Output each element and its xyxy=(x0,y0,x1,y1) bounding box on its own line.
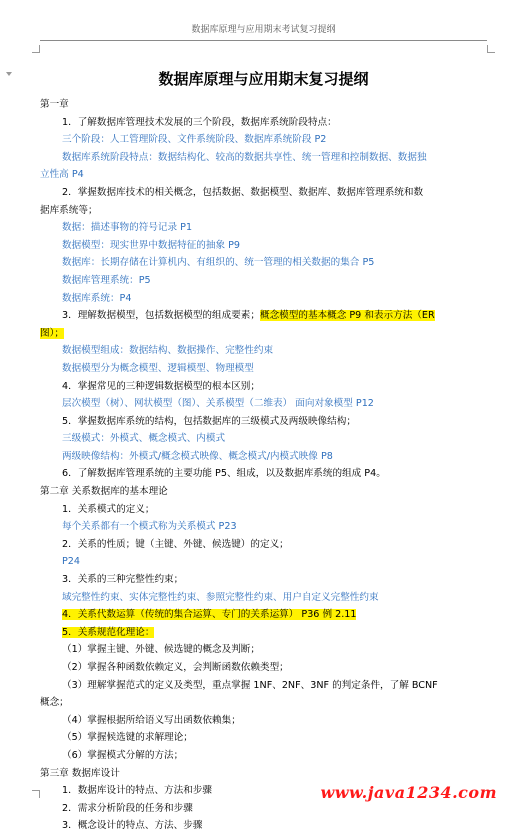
answer-line: 三级模式：外模式、概念模式、内模式 xyxy=(62,433,226,445)
outline-item: 1．关系模式的定义； xyxy=(62,503,155,515)
answer-line: 三个阶段：人工管理阶段、文件系统阶段、数据库系统阶段 P2 xyxy=(62,134,327,146)
outline-item: 2．掌握数据库技术的相关概念，包括数据、数据模型、数据库、数据库管理系统和数 xyxy=(62,186,424,198)
answer-line: P24 xyxy=(62,556,80,568)
chapter-heading: 第一章 xyxy=(40,99,69,110)
answer-line: 数据模型：现实世界中数据特征的抽象 P9 xyxy=(62,239,241,251)
margin-corner-mark xyxy=(32,45,40,53)
highlighted-text: 概念模型的基本概念 P9 和表示方法（ER xyxy=(259,310,435,322)
answer-line: 数据库系统：P4 xyxy=(62,292,132,304)
margin-corner-mark xyxy=(487,45,495,53)
highlighted-text: 图）； xyxy=(40,327,64,339)
header-divider xyxy=(40,40,487,41)
document-title: 数据库原理与应用期末复习提纲 xyxy=(158,70,369,88)
outline-subitem: （5）掌握候选键的求解理论； xyxy=(62,732,193,744)
outline-item xyxy=(40,307,497,325)
outline-subitem: （6）掌握模式分解的方法； xyxy=(62,749,184,761)
watermark-text: www.java1234.com xyxy=(320,783,497,802)
outline-subitem: 概念； xyxy=(40,697,69,709)
outline-subitem: （4）掌握根据所给语义写出函数依赖集； xyxy=(62,714,241,726)
running-header: 数据库原理与应用期末考试复习提纲 xyxy=(191,25,336,35)
outline-item: 2．需求分析阶段的任务和步骤 xyxy=(62,802,193,814)
margin-corner-mark xyxy=(32,790,40,798)
answer-line: 两级映像结构：外模式/概念模式映像、概念模式/内模式映像 P8 xyxy=(62,450,333,462)
answer-line: 立性高 P4 xyxy=(40,169,84,181)
outline-item: 2．关系的性质；键（主键、外键、候选键）的定义； xyxy=(62,538,289,550)
outline-item: 据库系统等； xyxy=(40,204,98,216)
answer-line: 数据库系统阶段特点：数据结构化、较高的数据共享性、统一管理和控制数据、数据独 xyxy=(62,151,427,163)
outline-item: 1．数据库设计的特点、方法和步骤 xyxy=(62,785,213,797)
answer-line: 域完整性约束、实体完整性约束、参照完整性约束、用户自定义完整性约束 xyxy=(62,591,379,603)
answer-line: 数据模型分为概念模型、逻辑模型、物理模型 xyxy=(62,362,254,374)
outline-item: 4．掌握常见的三种逻辑数据模型的根本区别； xyxy=(62,380,260,392)
chapter-heading: 第三章 数据库设计 xyxy=(40,767,120,779)
outline-item: 5．掌握数据库系统的结构，包括数据库的三级模式及两级映像结构； xyxy=(62,415,356,427)
answer-line: 数据库：长期存储在计算机内、有组织的、统一管理的相关数据的集合 P5 xyxy=(62,257,375,269)
outline-item xyxy=(40,325,497,343)
document-body xyxy=(40,96,497,835)
outline-item-text: 3．理解数据模型，包括数据模型的组成要素； xyxy=(62,310,260,322)
highlighted-text: 5．关系规范化理论： xyxy=(62,626,155,638)
outline-item xyxy=(40,624,497,642)
answer-line: 数据库管理系统：P5 xyxy=(62,274,151,286)
outline-item: 3．关系的三种完整性约束； xyxy=(62,574,184,586)
answer-line: 每个关系都有一个模式称为关系模式 P23 xyxy=(62,521,237,533)
chapter-heading: 第二章 关系数据库的基本理论 xyxy=(40,486,168,498)
outline-subitem: （1）掌握主键、外键、候选键的概念及判断； xyxy=(62,644,260,656)
answer-line: 数据：描述事物的符号记录 P1 xyxy=(62,222,193,234)
highlighted-text: 4．关系代数运算（传统的集合运算、专门的关系运算） P36 例 2.11 xyxy=(62,609,357,621)
outline-subitem: （2）掌握各种函数依赖定义，会判断函数依赖类型； xyxy=(62,662,289,673)
outline-item: 3．概念设计的特点、方法、步骤 xyxy=(62,820,203,832)
outline-item xyxy=(40,606,497,624)
answer-line: 层次模型（树）、网状模型（图）、关系模型（二维表） 面向对象模型 P12 xyxy=(62,398,374,410)
answer-line: 数据模型组成：数据结构、数据操作、完整性约束 xyxy=(62,345,274,357)
outline-item: 6．了解数据库管理系统的主要功能 P5、组成，以及数据库系统的组成 P4。 xyxy=(62,468,386,480)
outline-subitem: （3）理解掌握范式的定义及类型，重点掌握 1NF、2NF、3NF 的判定条件，了解 BCNF xyxy=(62,679,438,691)
outline-item: 1．了解数据库管理技术发展的三个阶段，数据库系统阶段特点： xyxy=(62,116,337,128)
